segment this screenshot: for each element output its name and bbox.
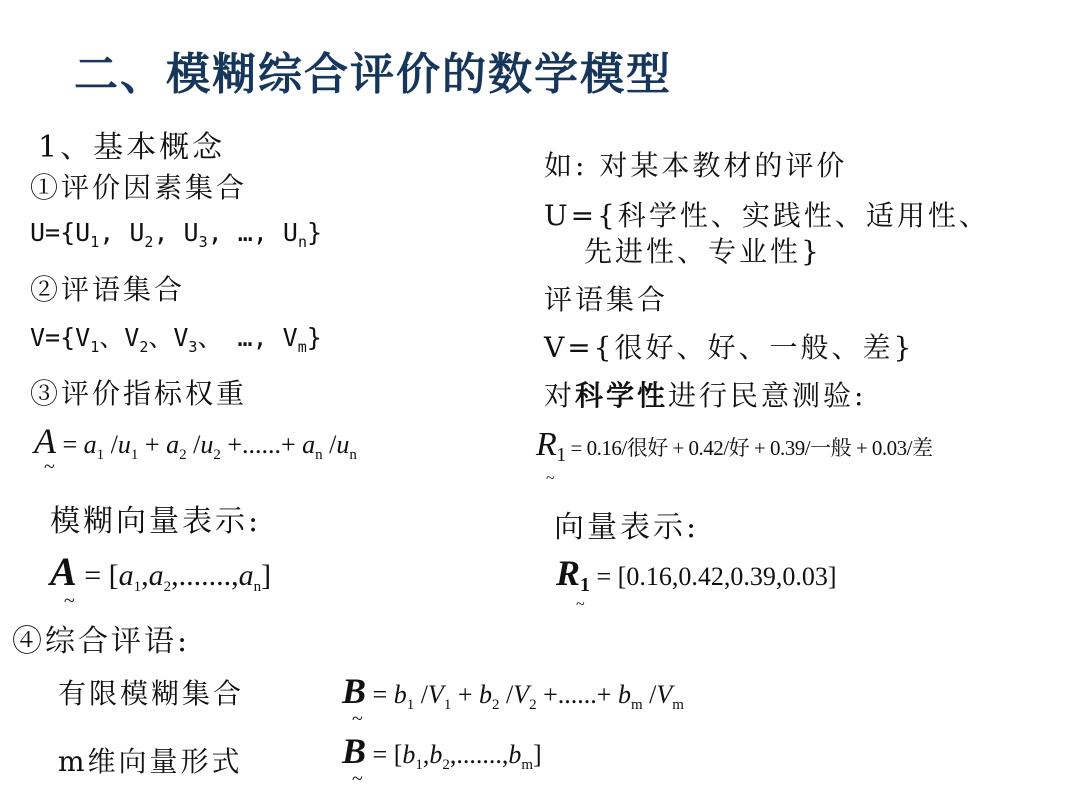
fuzzy-vector-label: 模糊向量表示: xyxy=(50,504,262,539)
item-comment-set: ②评语集合 xyxy=(30,273,186,306)
m-vector-label: m维向量形式 xyxy=(58,745,243,778)
example-v-set: V={很好、好、一般、差} xyxy=(544,331,915,364)
r1-formula: $R_1 = 0.16/$很好 + 0.42/好 + 0.39/一般 + 0.03/差 xyxy=(536,426,933,466)
example-u-set-line2: 先进性、专业性} xyxy=(584,235,822,268)
example-comment-set-label: 评语集合 xyxy=(544,283,669,316)
section-basic-concepts: 1、基本概念 xyxy=(38,130,226,165)
tilde-mark: ~ xyxy=(64,590,75,612)
tilde-mark: ~ xyxy=(546,470,555,487)
b-formula: $B = b_1$ $/V_1 + b_2$ $/V_2$ +......+ $b_m$ $/V_m$ xyxy=(342,671,684,713)
slide-title: 二、模糊综合评价的数学模型 xyxy=(74,49,672,100)
example-intro: 如: 对某本教材的评价 xyxy=(544,149,848,182)
tilde-mark: ~ xyxy=(44,456,55,478)
weight-vector: $A = [a_1,a_2,.......,a_n]$ xyxy=(50,549,272,595)
r1-vector: $R_1 = [0.16,0.42,0.39,0.03]$ xyxy=(556,553,837,596)
item-factor-set: ①评价因素集合 xyxy=(30,171,248,204)
item-weight: ③评价指标权重 xyxy=(30,377,248,410)
b-vector: $B = [b_1,b_2,.......,b_m]$ xyxy=(342,731,542,773)
finite-set-label: 有限模糊集合 xyxy=(58,677,245,710)
weight-formula: $A = a_1$ $/u_1 + a_2$ $/u_2$ +......+ $a_n$ $/u_n$ xyxy=(34,421,357,463)
vector-label: 向量表示: xyxy=(554,510,700,545)
u-set-formula: $U=\{U_1$, $U_2$, $U_3$, …, $U_n$} xyxy=(30,218,323,251)
tilde-mark: ~ xyxy=(352,708,363,730)
item-overall-comment: ④综合评语: xyxy=(12,624,191,659)
example-u-set-line1: U={科学性、实践性、适用性、 xyxy=(544,199,990,232)
example-survey-line: 对科学性进行民意测验: xyxy=(544,379,867,412)
v-set-formula: $V=\{V_1$、$V_2$、$V_3$、 …, $V_m$} xyxy=(30,323,322,356)
tilde-mark: ~ xyxy=(352,768,363,790)
tilde-mark: ~ xyxy=(576,596,585,613)
